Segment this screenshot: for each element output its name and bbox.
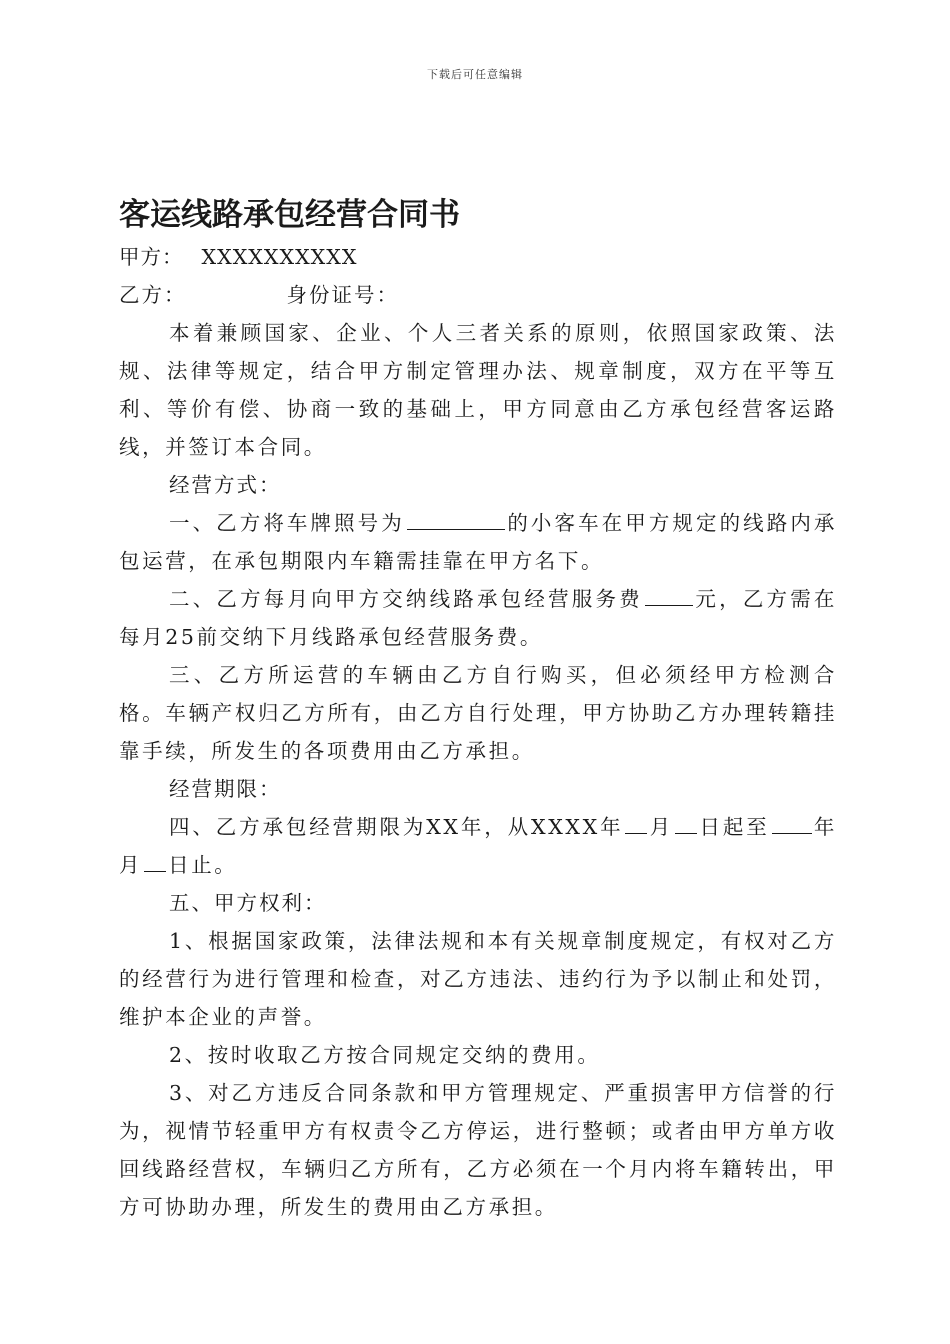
plate-number-blank: [407, 507, 505, 530]
clause-5-heading: 五、甲方权利：: [169, 891, 327, 915]
start-month-blank: [625, 811, 647, 834]
clause-2-text-a: 二、乙方每月向甲方交纳线路承包经营服务费: [169, 587, 643, 611]
contract-document: [119, 192, 837, 1226]
clause-4-text-c: 日起至: [699, 815, 770, 839]
clause-1-text-a: 一、乙方将车牌照号为: [169, 511, 405, 535]
clause-1-text-b: 的小客车在甲方规定的线路内承包运营，在承包期限内车籍需挂靠在甲方名下。: [119, 511, 838, 573]
clause-4: [119, 808, 837, 884]
party-a-label: 甲方：: [119, 245, 184, 269]
party-a-right-2: 2、按时收取乙方按合同规定交纳的费用。: [169, 1043, 601, 1067]
clause-3: 三、乙方所运营的车辆由乙方自行购买，但必须经甲方检测合格。车辆产权归乙方所有，由乙方自行处理，甲方协助乙方办理转籍挂靠手续，所发生的各项费用由乙方承担。: [119, 663, 837, 763]
clause-4-text-e: 日止。: [168, 853, 238, 877]
party-a-right-1: 1、根据国家政策，法律法规和本有关规章制度规定，有权对乙方的经营行为进行管理和检查，对乙方违法、违约行为予以制止和处罚，维护本企业的声誉。: [119, 929, 837, 1029]
section-operation-mode: 经营方式：: [169, 473, 282, 497]
end-day-blank: [144, 849, 166, 872]
clause-2: [119, 580, 837, 656]
fee-amount-blank: [645, 583, 693, 606]
clause-4-text-a: 四、乙方承包经营期限为XX年，从XXXX年: [169, 815, 624, 839]
party-b-label: 乙方：: [119, 283, 187, 307]
party-a-line: [119, 238, 837, 276]
header-note: 下载后可任意编辑: [427, 68, 523, 81]
clause-4-text-b: 月: [649, 815, 674, 839]
start-day-blank: [675, 811, 697, 834]
clause-4-text-d: 年月: [119, 815, 837, 877]
end-year-blank: [772, 811, 812, 834]
section-operation-term: 经营期限：: [169, 777, 282, 801]
clause-1: [119, 504, 837, 580]
clause-2-text-b: 元，乙方需在每月25前交纳下月线路承包经营服务费。: [119, 587, 837, 649]
id-number-label: 身份证号：: [286, 283, 399, 307]
intro-paragraph: 本着兼顾国家、企业、个人三者关系的原则，依照国家政策、法规、法律等规定，结合甲方制定管理办法、规章制度，双方在平等互利、等价有偿、协商一致的基础上，甲方同意由乙方承包经营客运路线，并签订本合同。: [119, 321, 837, 459]
party-b-line: [119, 276, 837, 314]
party-a-right-3: 3、对乙方违反合同条款和甲方管理规定、严重损害甲方信誉的行为，视情节轻重甲方有权责令乙方停运，进行整顿；或者由甲方单方收回线路经营权，车辆归乙方所有，乙方必须在一个月内将车籍转出，甲方可协助办理，所发生的费用由乙方承担。: [119, 1081, 837, 1219]
party-a-value: XXXXXXXXXX: [201, 245, 358, 269]
document-title: 客运线路承包经营合同书: [119, 197, 460, 233]
